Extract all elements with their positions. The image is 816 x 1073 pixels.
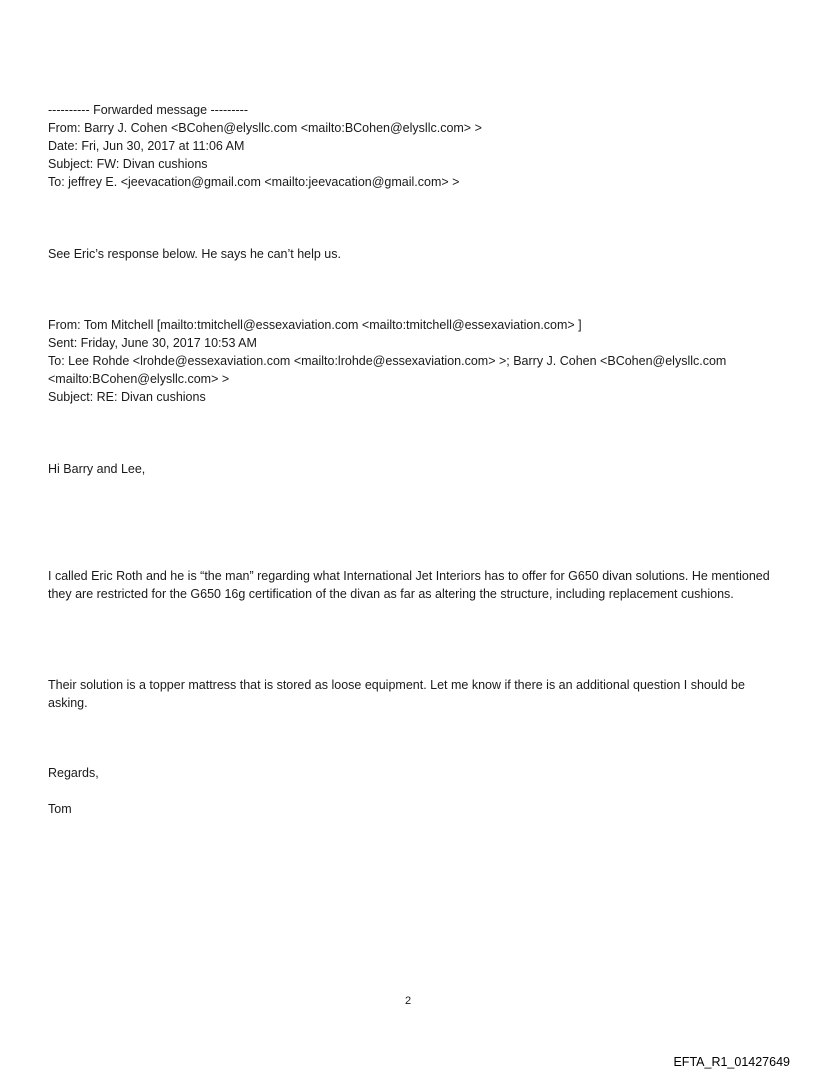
signature: Tom <box>48 802 72 816</box>
greeting: Hi Barry and Lee, <box>48 462 146 476</box>
page-number: 2 <box>404 995 412 1007</box>
original-sent: Sent: Friday, June 30, 2017 10:53 AM <box>48 336 257 350</box>
original-from: From: Tom Mitchell [mailto:tmitchell@essexaviation.com <mailto:tmitchell@essexaviation.com> ] <box>48 318 582 332</box>
forwarded-separator: ---------- Forwarded message --------- <box>48 103 248 117</box>
bates-id: EFTA_R1_01427649 <box>673 1055 790 1069</box>
forwarded-from: From: Barry J. Cohen <BCohen@elysllc.com <mailto:BCohen@elysllc.com> > <box>48 121 482 135</box>
body-paragraph-1: I called Eric Roth and he is “the man” regarding what International Jet Interiors has to offer for G650 divan solutions. He mentioned they are restricted for the G650 16g certification of the divan as far as altering the structure, including replacement cushions. <box>48 569 770 601</box>
forward-note: See Eric’s response below. He says he can’t help us. <box>48 247 341 261</box>
original-subject: Subject: RE: Divan cushions <box>48 390 206 404</box>
forwarded-subject: Subject: FW: Divan cushions <box>48 157 208 171</box>
forwarded-to: To: jeffrey E. <jeevacation@gmail.com <mailto:jeevacation@gmail.com> > <box>48 175 460 189</box>
original-to-line1: To: Lee Rohde <lrohde@essexaviation.com <mailto:lrohde@essexaviation.com> >; Barry J. Cohen <BCohen@elysllc.com <box>48 354 727 368</box>
body-paragraph-2: Their solution is a topper mattress that is stored as loose equipment. Let me know if there is an additional question I should be asking. <box>48 678 745 710</box>
forwarded-date: Date: Fri, Jun 30, 2017 at 11:06 AM <box>48 139 245 153</box>
original-to-line2: <mailto:BCohen@elysllc.com> > <box>48 372 230 386</box>
closing: Regards, <box>48 766 99 780</box>
